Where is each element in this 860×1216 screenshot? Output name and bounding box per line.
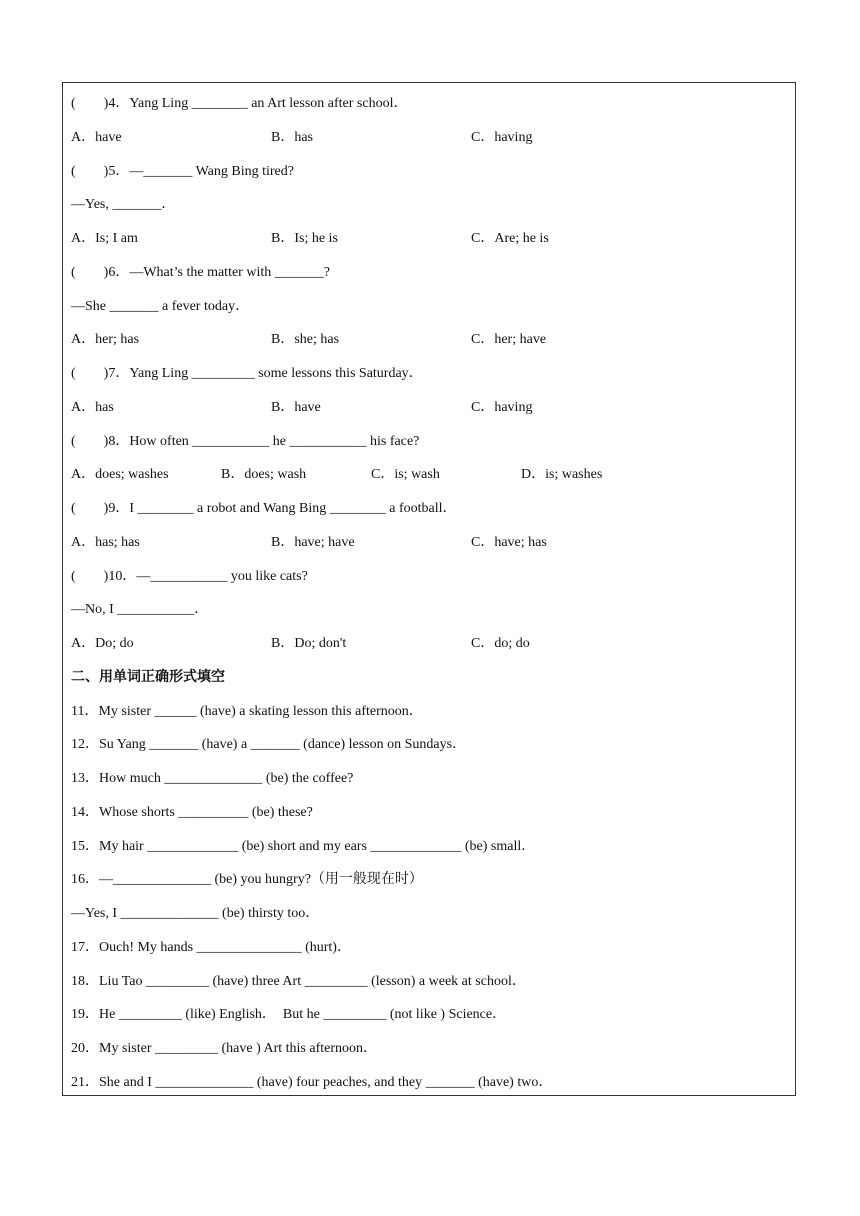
question-9-stem: ( )9．I ________ a robot and Wang Bing ________ a football．	[71, 501, 457, 516]
q8-option-c: C．is; wash	[371, 467, 440, 483]
q10-option-a: A．Do; do	[71, 636, 134, 651]
section-2-title: 二、用单词正确形式填空	[71, 668, 225, 685]
q9-option-a: A．has; has	[71, 534, 140, 550]
question-8-stem: ( )8．How often ___________ he ___________ his face?	[71, 433, 420, 449]
q6-option-b: B．she; has	[271, 332, 340, 348]
q7-option-b: B．have	[271, 399, 321, 415]
fill-question-17: 17．Ouch! My hands _______________ (hurt)．	[71, 939, 351, 955]
q4-option-a: A．have	[71, 129, 122, 145]
q4-option-c: C．having	[471, 129, 533, 145]
question-5-options	[71, 222, 787, 256]
question-6-options	[71, 323, 787, 357]
q5-option-c: C．Are; he is	[471, 231, 549, 246]
q10-option-c: C．do; do	[471, 636, 530, 651]
question-10-stem: ( )10．—___________ you like cats?	[71, 568, 308, 584]
question-4-stem: ( )4．Yang Ling ________ an Art lesson after school．	[71, 96, 408, 111]
q9-option-c: C．have; has	[471, 534, 547, 550]
question-9-options	[71, 526, 787, 560]
fill-question-16-answer-line: —Yes, I ______________ (be) thirsty too．	[71, 906, 320, 921]
q9-option-b: B．have; have	[271, 534, 355, 550]
question-5-stem-2: —Yes, _______．	[71, 197, 176, 213]
question-10-stem-2: —No, I ___________．	[71, 602, 209, 618]
q7-option-c: C．having	[471, 399, 533, 415]
question-7-stem: ( )7．Yang Ling _________ some lessons this Saturday．	[71, 366, 423, 381]
q5-option-b: B．Is; he is	[271, 231, 338, 246]
question-8-options	[71, 458, 787, 492]
q5-option-a: A．Is; I am	[71, 231, 138, 246]
fill-question-21: 21．She and I ______________ (have) four peaches, and they _______ (have) two．	[71, 1074, 553, 1090]
q8-option-b: B．does; wash	[221, 467, 307, 483]
q8-option-d: D．is; washes	[521, 467, 603, 483]
worksheet-content	[71, 87, 787, 1100]
question-7-options	[71, 391, 787, 425]
q4-option-b: B．has	[271, 129, 313, 145]
question-6-stem-2: —She _______ a fever today．	[71, 298, 250, 314]
question-6-stem: ( )6．—What’s the matter with _______?	[71, 264, 330, 280]
question-5-stem: ( )5．—_______ Wang Bing tired?	[71, 163, 294, 179]
q7-option-a: A．has	[71, 399, 114, 415]
q6-option-c: C．her; have	[471, 332, 547, 348]
question-10-options	[71, 627, 787, 661]
fill-question-11: 11．My sister ______ (have) a skating lesson this afternoon．	[71, 703, 423, 719]
q10-option-b: B．Do; don't	[271, 636, 347, 651]
fill-question-14: 14．Whose shorts __________ (be) these?	[71, 804, 313, 820]
worksheet-frame	[62, 82, 796, 1096]
fill-question-20: 20．My sister _________ (have ) Art this afternoon．	[71, 1041, 378, 1056]
question-4-options	[71, 121, 787, 155]
fill-question-19: 19．He _________ (like) English． But he _________ (not like ) Science．	[71, 1007, 507, 1023]
fill-question-12: 12．Su Yang _______ (have) a _______ (dance) lesson on Sundays．	[71, 737, 467, 753]
fill-question-16: 16．—______________ (be) you hungry?（用一般现在时）	[71, 872, 423, 888]
fill-question-18: 18．Liu Tao _________ (have) three Art _________ (lesson) a week at school．	[71, 973, 526, 989]
q6-option-a: A．her; has	[71, 332, 140, 348]
fill-question-13: 13．How much ______________ (be) the coffee?	[71, 771, 354, 786]
q8-option-a: A．does; washes	[71, 467, 169, 483]
fill-question-15: 15．My hair _____________ (be) short and my ears _____________ (be) small．	[71, 838, 536, 854]
